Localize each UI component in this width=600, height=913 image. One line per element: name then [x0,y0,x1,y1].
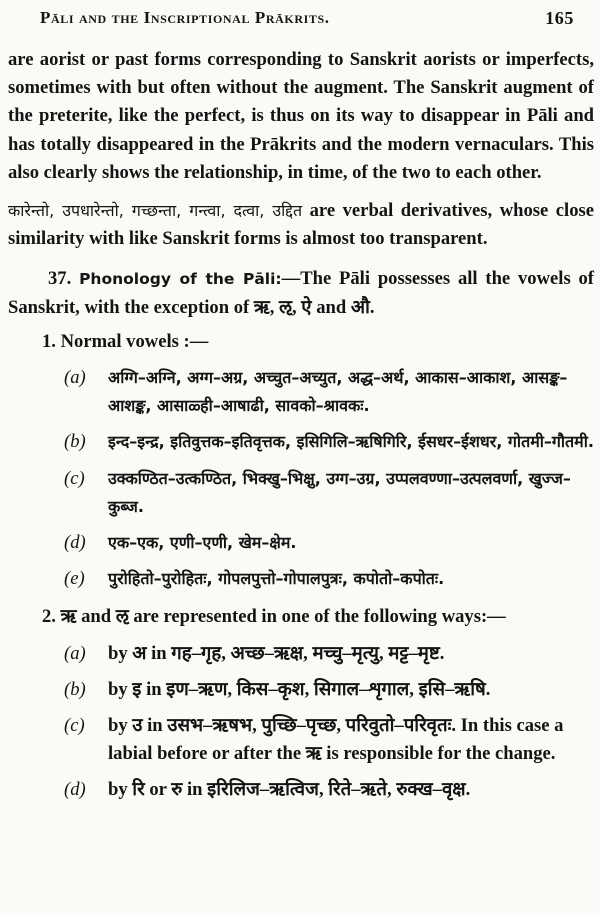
normal-vowels-heading: 1. Normal vowels :— [42,330,209,352]
item-text: by अ in गह–गृह, अच्छ–ऋक्ष, मच्चु–मृत्यु, मट्ट–मृष्ट. [108,642,445,664]
ri-li-list [8,640,594,805]
ri-li-heading: 2. ऋ and ऌ are represented in one of the following ways:— [42,606,506,628]
derivatives-devanagari: कारेन्तो, उपधारेन्तो, गच्छन्ता, गन्त्वा, दत्वा, उद्दित [8,201,303,221]
section-number: 37. [48,268,72,290]
item-text: by उ in उसभ–ऋषभ, पुच्छि–पृच्छ, परिवुतो–परिवृतः. In this case a labial before or after the ऋ is responsible for the change. [108,715,564,765]
list-item [8,364,594,420]
item-text: पुरोहितो–पुरोहितः, गोपलपुत्तो–गोपालपुत्रः, कपोतो–कपोतः. [108,569,445,589]
item-text: उक्कण्ठित–उत्कण्ठित, भिक्खु–भिक्षु, उग्ग–उग्र, उप्पलवण्णा–उत्पलवर्णा, खुज्ज–कुब्ज. [108,468,571,516]
list-item [8,465,594,521]
page-body [8,46,594,805]
item-label: (b) [64,678,86,700]
item-label: (a) [64,367,86,389]
list-item [8,640,594,668]
item-label: (c) [64,467,85,489]
list-item [8,712,594,768]
item-label: (e) [64,568,85,590]
running-header [40,8,586,32]
item-text: इन्द–इन्द्र, इतिवुत्तक–इतिवृत्तक, इसिगिलि–ऋषिगिरि, ईसधर–ईशधर, गोतमी–गौतमी. [108,432,594,452]
item-text: अग्गि–अग्नि, अग्ग–अग्र, अच्चुत–अच्युत, अद्ध–अर्थ, आकास–आकाश, आसङ्क–आशङ्क, आसाळ्ही–आषाढी, सावको–श्रावकः. [108,368,568,416]
item-label: (a) [64,642,86,664]
item-text: by रि or रु in इरिलिज–ऋत्विज, रिते–ऋते, रुक्ख–वृक्ष. [108,779,471,801]
item-label: (d) [64,779,86,801]
item-text: by इ in इण–ऋण, किस–कृश, सिगाल–शृगाल, इसि–ऋषि. [108,678,491,700]
page-number: 165 [545,8,574,28]
list-item [8,676,594,704]
paragraph-section-37 [8,265,594,321]
normal-vowels-list [8,364,594,593]
item-text: एक–एक, एणी–एणी, खेम–क्षेम. [108,533,297,553]
list-item [8,428,594,456]
list-item [8,529,594,557]
item-label: (b) [64,431,86,453]
paragraph-derivatives [8,197,594,253]
item-label: (c) [64,715,85,737]
running-title: Pāli and the Inscriptional Prākrits. [40,8,330,27]
section-intro: —The Pāli possesses all the vowels of Sanskrit, with the exception of ऋ, ऌ, ऐ and औ. [8,268,594,318]
section-title: Phonology of the Pāli: [79,270,282,289]
list-item [8,776,594,804]
item-label: (d) [64,532,86,554]
paragraph-aorist: are aorist or past forms corresponding to Sanskrit aorists or imperfects, sometimes with but often without the augment. The Sanskrit augment of the preterite, like the perfect, is thus on its way to disappear in Pāli and has totally disappeared in the Prākrits and the modern vernaculars. This also clearly shows the relationship, in time, of the two to each other. [8,49,594,183]
list-item [8,565,594,593]
derivatives-text: are verbal derivatives, whose close similarity with like Sanskrit forms is almost too transparent. [8,200,594,250]
